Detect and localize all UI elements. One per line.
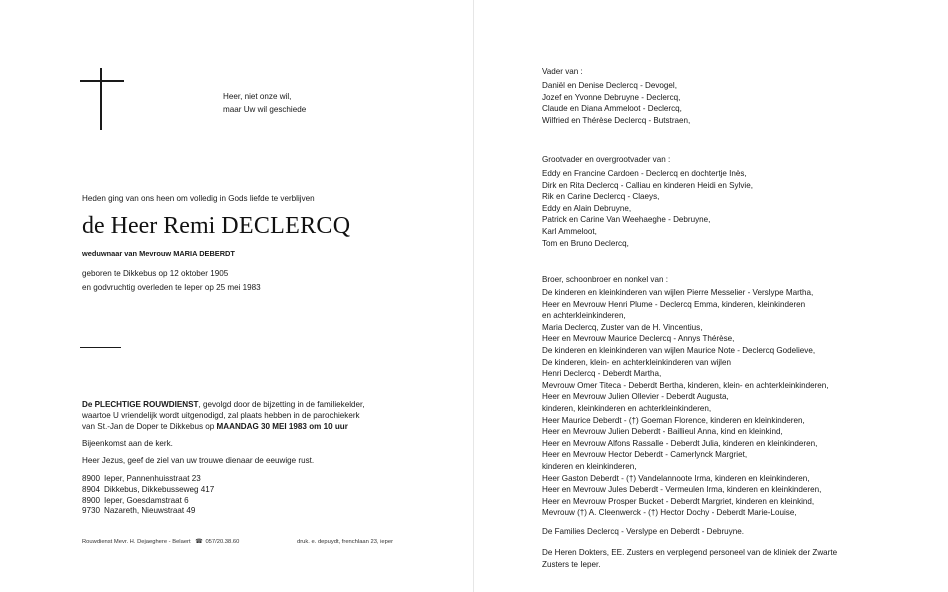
list-item: en achterkleinkinderen, — [542, 311, 626, 321]
list-item: Heer en Mevrouw Julien Deberdt - Baillieul Anna, kind en kleinkind, — [542, 427, 783, 437]
list-item: Heer Gaston Deberdt - (†) Vandelannoote Irma, kinderen en kleinkinderen, — [542, 473, 810, 483]
intro-text: Heden ging van ons heen om volledig in Gods liefde te verblijven — [82, 194, 315, 203]
service-line-3: van St.-Jan de Doper te Dikkebus op MAANDAG 30 MEI 1983 om 10 uur — [82, 422, 348, 431]
list-item: Eddy en Francine Cardoen - Declercq en dochtertje Inès, — [542, 169, 747, 178]
list-item: Jozef en Yvonne Debruyne - Declercq, — [542, 92, 681, 102]
list-item: Mevrouw Omer Titeca - Deberdt Bertha, kinderen, klein- en achterkleinkinderen, — [542, 380, 829, 390]
printer-credit: druk. e. depuydt, frenchlaan 23, ieper — [297, 539, 394, 545]
name-prefix: de Heer Remi — [82, 213, 216, 239]
list-item: Wilfried en Thérèse Declercq - Butstraen, — [542, 115, 691, 125]
father-heading: Vader van : — [542, 67, 583, 76]
name-surname: DECLERCQ — [221, 213, 351, 239]
list-item: Eddy en Alain Debruyne, — [542, 203, 632, 213]
list-item: Tom en Bruno Declercq, — [542, 238, 629, 248]
families-line: De Families Declercq - Verslype en Deberdt - Debruyne. — [542, 527, 744, 536]
address-item: 8900 Ieper, Pannenhuisstraat 23 — [82, 474, 201, 483]
gathering-text: Bijeenkomst aan de kerk. — [82, 439, 173, 448]
address-list — [82, 474, 214, 517]
died-line: en godvruchtig overleden te Ieper op 25 mei 1983 — [82, 283, 261, 292]
list-item: kinderen, kleinkinderen en achterkleinkinderen, — [542, 403, 712, 413]
address-item: 9730 Nazareth, Nieuwstraat 49 — [82, 506, 196, 516]
list-item: De kinderen en kleinkinderen van wijlen Maurice Note - Declercq Godelieve, — [542, 345, 816, 355]
list-item: Henri Declercq - Deberdt Martha, — [542, 369, 662, 379]
list-item: Heer en Mevrouw Maurice Declercq - Annys Thérèse, — [542, 334, 735, 344]
service-line-1: De PLECHTIGE ROUWDIENST, gevolgd door de bijzetting in de familiekelder, — [82, 400, 365, 409]
address-item: 8904 Dikkebus, Dikkebusseweg 417 — [82, 484, 215, 494]
list-item: Heer en Mevrouw Hector Deberdt - Camerlynck Margriet, — [542, 450, 748, 460]
list-item: Patrick en Carine Van Weehaeghe - Debruyne, — [542, 215, 711, 225]
phone-icon: ☎ — [195, 539, 203, 545]
grandfather-of-list — [542, 168, 753, 249]
list-item: Heer en Mevrouw Henri Plume - Declercq Emma, kinderen, kleinkinderen — [542, 299, 806, 309]
list-item: Mevrouw (†) A. Cleenwerck - (†) Hector Dochy - Deberdt Marie-Louise, — [542, 508, 797, 518]
list-item: Dirk en Rita Declercq - Calliau en kinderen Heidi en Sylvie, — [542, 180, 753, 190]
list-item: Heer en Mevrouw Jules Deberdt - Vermeulen Irma, kinderen en kleinkinderen, — [542, 485, 822, 495]
born-line: geboren te Dikkebus op 12 oktober 1905 — [82, 269, 229, 278]
list-item: Rik en Carine Declercq - Claeys, — [542, 192, 660, 202]
funeral-home-credit: Rouwdienst Mevr. H. Dejaeghere - Belaert ☎ 057/20.38.60 — [82, 539, 240, 545]
list-item: De Heren Dokters, EE. Zusters en verplegend personeel van de kliniek der Zwarte — [542, 548, 838, 557]
list-item: Heer en Mevrouw Prosper Bucket - Deberdt Margriet, kinderen en kleinkind, — [542, 496, 815, 506]
list-item: Heer Maurice Deberdt - (†) Goeman Florence, kinderen en kleinkinderen, — [542, 415, 805, 425]
deceased-name — [82, 212, 350, 240]
list-item: Heer en Mevrouw Julien Ollevier - Deberdt Augusta, — [542, 392, 729, 402]
list-item: Maria Declercq, Zuster van de H. Vincentius, — [542, 322, 703, 332]
brother-of-list — [542, 287, 867, 519]
widower-line: weduwnaar van Mevrouw MARIA DEBERDT — [82, 249, 235, 258]
motto-line-1: Heer, niet onze wil, — [223, 92, 292, 101]
divider-line — [80, 347, 121, 348]
list-item: Zusters te Ieper. — [542, 559, 601, 569]
prayer-text: Heer Jezus, geef de ziel van uw trouwe dienaar de eeuwige rust. — [82, 456, 315, 465]
list-item: Karl Ammeloot, — [542, 226, 597, 236]
motto-line-2: maar Uw wil geschiede — [223, 105, 307, 114]
list-item: De kinderen en kleinkinderen van wijlen Pierre Messelier - Verslype Martha, — [542, 288, 814, 297]
list-item: kinderen en kleinkinderen, — [542, 461, 637, 471]
service-line-2: waartoe U vriendelijk wordt uitgenodigd, zal plaats hebben in de parochiekerk — [82, 411, 360, 420]
list-item: Heer en Mevrouw Alfons Rassalle - Deberdt Julia, kinderen en kleinkinderen, — [542, 438, 818, 448]
brother-heading: Broer, schoonbroer en nonkel van : — [542, 275, 668, 284]
list-item: De kinderen, klein- en achterkleinkinderen van wijlen — [542, 357, 731, 367]
address-item: 8900 Ieper, Goesdamstraat 6 — [82, 495, 189, 505]
grandfather-heading: Grootvader en overgrootvader van : — [542, 155, 671, 164]
staff-lines — [542, 547, 837, 570]
list-item: Daniël en Denise Declercq - Devogel, — [542, 81, 677, 90]
list-item: Claude en Diana Ammeloot - Declercq, — [542, 104, 682, 114]
father-of-list — [542, 80, 690, 126]
